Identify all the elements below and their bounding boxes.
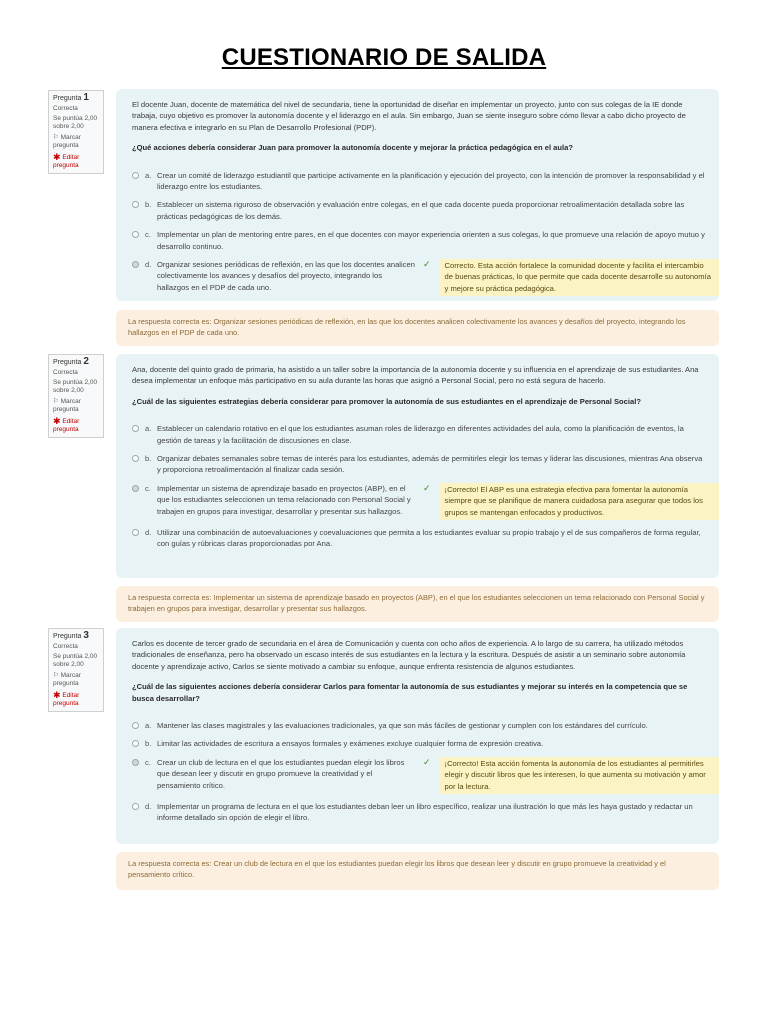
answer-radio[interactable] — [132, 740, 139, 747]
answer-option-selected[interactable]: c. Crear un club de lectura en el que los estudiantes puedan elegir los libros que desean leer y discutir en grupo promueve la creatividad y el pensamiento crítico. ✓ ¡Correcto! Esta acción fomenta la autonomía de los estudiantes al permitirles elegir y discutir libros que les interesen, lo que aumenta su motivación y amor por la lectura. — [132, 757, 705, 794]
answer-option[interactable]: c. Implementar un plan de mentoring entre pares, en el que docentes con mayor experiencia orienten a sus colegas, lo que promueve una relación de apoyo mutuo y desarrollo continuo. — [132, 229, 705, 252]
answer-radio-selected[interactable] — [132, 485, 139, 492]
answer-option[interactable]: a. Establecer un calendario rotativo en el que los estudiantes asuman roles de liderazgo en diferentes actividades del aula, como la planificación de eventos, la gestión de tareas y la facilitación de discusiones en clase. — [132, 423, 705, 446]
check-icon: ✓ — [423, 482, 431, 493]
answer-option-selected[interactable]: c. Implementar un sistema de aprendizaje basado en proyectos (ABP), en el que los estudiantes seleccionen un tema relacionado con Personal Social y trabajen en grupos para investigar, desarrollar y presentar sus hallazgos. ✓ ¡Correcto! El ABP es una estrategia efectiva para fomentar la autonomía siempre que se planifique de manera cuidadosa para asegurar que todos los grupos se mantengan enfocados y productivos. — [132, 483, 705, 520]
answer-option[interactable]: d. Implementar un programa de lectura en el que los estudiantes deban leer un libro específico, realizar una ilustración lo que más les haya gustado y redactar un informe detallado sin opción de elegir el libro. — [132, 801, 705, 824]
question-ask: ¿Qué acciones debería considerar Juan para promover la autonomía docente y mejorar la práctica pedagógica en el aula? — [132, 143, 574, 153]
answer-option[interactable]: d. Utilizar una combinación de autoevaluaciones y coevaluaciones que permita a los estudiantes evaluar su propio trabajo y el de sus compañeros de forma regular, con guías y rúbricas claras proporcionadas por Ana. — [132, 527, 705, 550]
check-icon: ✓ — [423, 259, 431, 270]
question-content — [116, 354, 719, 578]
answer-radio[interactable] — [132, 803, 139, 810]
answer-list — [132, 170, 711, 297]
answer-radio[interactable] — [132, 172, 139, 179]
question-number: Pregunta 3 — [53, 630, 89, 641]
flag-question-link[interactable]: ⚐ Marcar pregunta — [53, 398, 81, 413]
answer-radio[interactable] — [132, 231, 139, 238]
check-icon: ✓ — [423, 756, 431, 767]
question-number: Pregunta 1 — [53, 92, 89, 103]
answer-option[interactable]: b. Limitar las actividades de escritura a ensayos formales y exámenes excluye cualquier forma de expresión creativa. — [132, 738, 705, 749]
edit-question-link[interactable]: ✱ Editar pregunta — [53, 690, 80, 707]
answer-radio[interactable] — [132, 722, 139, 729]
answer-radio-selected[interactable] — [132, 261, 139, 268]
flag-question-link[interactable]: ⚐ Marcar pregunta — [53, 134, 81, 149]
right-answer-box: La respuesta correcta es: Organizar sesiones periódicas de reflexión, en las que los docentes analicen colectivamente los avances y desafíos del proyecto, integrando los hallazgos en el PDP de cada uno. — [116, 310, 719, 346]
page-title: CUESTIONARIO DE SALIDA — [221, 44, 547, 71]
answer-radio[interactable] — [132, 425, 139, 432]
question-ask: ¿Cuál de las siguientes estrategias debería considerar para promover la autonomía de sus estudiantes en el aprendizaje de Personal Social? — [132, 396, 641, 406]
answer-feedback: ¡Correcto! El ABP es una estrategia efectiva para fomentar la autonomía siempre que se planifique de manera cuidadosa para asegurar que todos los grupos se mantengan enfocados y productivos. — [439, 483, 719, 520]
answer-radio[interactable] — [132, 201, 139, 208]
right-answer-box: La respuesta correcta es: Implementar un sistema de aprendizaje basado en proyectos (ABP), en el que los estudiantes seleccionen un tema relacionado con Personal Social y trabajen en grupos para investigar, desarrollar y presentar sus hallazgos. — [116, 586, 719, 622]
question-info — [48, 354, 104, 438]
question-prompt: Ana, docente del quinto grado de primaria, ha asistido a un taller sobre la importancia de la autonomía docente y su influencia en el aprendizaje de sus estudiantes. Ana desea implementar un enfoque más participativo en su aula durante las horas que asignó a Personal Social, pero no está segura de hacerlo. — [132, 365, 699, 386]
answer-list — [132, 423, 705, 550]
answer-option[interactable]: a. Crear un comité de liderazgo estudiantil que participe activamente en la planificación y ejecución del proyecto, con la intención de promover la responsabilidad y el liderazgo entre los estudiantes. — [132, 170, 705, 193]
question-content — [116, 628, 719, 844]
answer-option-selected[interactable]: d. Organizar sesiones periódicas de reflexión, en las que los docentes analicen colectivamente los avances y desafíos del proyecto, integrando los hallazgos en el PDP de cada uno. ✓ Correcto. Esta acción fortalece la comunidad docente y facilita el intercambio de buenas prácticas, lo que permite que cada docente desarrolle su autonomía y mejore su práctica pedagógica. — [132, 259, 705, 296]
answer-list — [132, 720, 705, 824]
gear-icon: ✱ — [53, 690, 61, 700]
answer-option[interactable]: a. Mantener las clases magistrales y las evaluaciones tradicionales, ya que son más fáciles de gestionar y cumplen con los estándares del currículo. — [132, 720, 705, 731]
answer-feedback: ¡Correcto! Esta acción fomenta la autonomía de los estudiantes al permitirles elegir y discutir libros que les interesen, lo que aumenta su motivación y amor por la lectura. — [439, 757, 719, 794]
question-ask: ¿Cuál de las siguientes acciones debería considerar Carlos para fomentar la autonomía de sus estudiantes y mejorar su interés en la competencia que se busca desarrollar? — [132, 682, 688, 703]
flag-icon: ⚐ — [53, 398, 59, 405]
question-content — [116, 89, 719, 301]
gear-icon: ✱ — [53, 416, 61, 426]
flag-icon: ⚐ — [53, 134, 59, 141]
right-answer-box: La respuesta correcta es: Crear un club de lectura en el que los estudiantes puedan elegir los libros que desean leer y discutir en grupo promueve la creatividad y el pensamiento crítico. — [116, 852, 719, 890]
question-prompt: Carlos es docente de tercer grado de secundaria en el área de Comunicación y cuenta con ocho años de experiencia. A lo largo de su carrera, ha utilizado métodos tradicionales de enseñanza, pero ha observado un escaso interés de sus estudiantes en la lectura y la escritura. Después de asistir a un seminario sobre autonomía docente y aprendizaje activo, Carlos se siente motivado a cambiar su enfoque, aunque enfrenta resistencia de algunos estudiantes. — [132, 639, 686, 671]
flag-icon: ⚐ — [53, 672, 59, 679]
question-info — [48, 90, 104, 174]
question-info — [48, 628, 104, 712]
answer-radio[interactable] — [132, 529, 139, 536]
answer-feedback: Correcto. Esta acción fortalece la comunidad docente y facilita el intercambio de buenas prácticas, lo que permite que cada docente desarrolle su autonomía y mejore su práctica pedagógica. — [439, 259, 719, 296]
question-grade: Se puntúa 2,00 sobre 2,00 — [53, 653, 98, 668]
question-grade: Se puntúa 2,00 sobre 2,00 — [53, 379, 98, 394]
answer-option[interactable]: b. Organizar debates semanales sobre temas de interés para los estudiantes, además de permitirles elegir los temas y liderar las discusiones, mientras Ana observa y proporciona retroalimentación al finalizar cada sesión. — [132, 453, 705, 476]
question-state: Correcta — [53, 643, 78, 650]
answer-radio[interactable] — [132, 455, 139, 462]
edit-question-link[interactable]: ✱ Editar pregunta — [53, 416, 80, 433]
question-prompt: El docente Juan, docente de matemática del nivel de secundaria, tiene la oportunidad de diseñar en implementar un proyecto, junto con sus colegas de la IE donde trabaja, cuyo objetivo es promover la autonomía docente y el liderazgo en el aula. Sin embargo, Juan se siente inseguro sobre cómo llevar a cabo dicho proyecto de manera efectiva e integrarlo en su Plan de Desarrollo Profesional (PDP). — [132, 100, 686, 132]
flag-question-link[interactable]: ⚐ Marcar pregunta — [53, 672, 81, 687]
question-grade: Se puntúa 2,00 sobre 2,00 — [53, 115, 98, 130]
gear-icon: ✱ — [53, 152, 61, 162]
question-number: Pregunta 2 — [53, 356, 89, 367]
answer-option[interactable]: b. Establecer un sistema riguroso de observación y evaluación entre colegas, en el que cada docente pueda proporcionar retroalimentación detallada sobre las prácticas pedagógicas de los demás. — [132, 199, 705, 222]
question-state: Correcta — [53, 369, 78, 376]
edit-question-link[interactable]: ✱ Editar pregunta — [53, 152, 80, 169]
answer-radio-selected[interactable] — [132, 759, 139, 766]
question-state: Correcta — [53, 105, 78, 112]
